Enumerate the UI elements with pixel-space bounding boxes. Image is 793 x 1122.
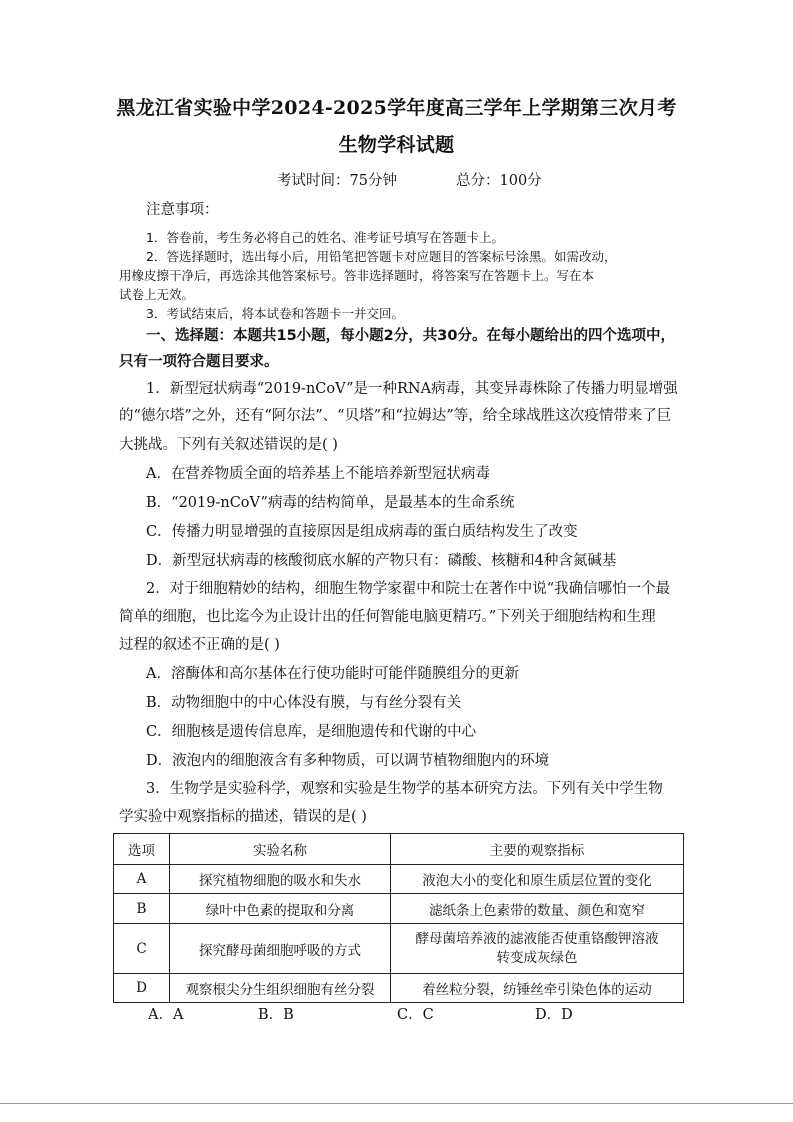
header-option: 选项 bbox=[114, 834, 170, 865]
total-score: 总分：100分 bbox=[456, 173, 542, 189]
note-item-3: 3．考试结束后，将本试卷和答题卡一并交回。 bbox=[146, 306, 404, 321]
q2-option-d: D．液泡内的细胞液含有多种物质，可以调节植物细胞内的环境 bbox=[146, 753, 550, 769]
q3-answer-b: B．B bbox=[258, 1007, 294, 1023]
q1-option-a: A．在营养物质全面的培养基上不能培养新型冠状病毒 bbox=[146, 466, 490, 482]
table-header-row bbox=[114, 834, 684, 865]
q3-stem-line1: 3．生物学是实验科学，观察和实验是生物学的基本研究方法。下列有关中学生物 bbox=[146, 781, 663, 797]
q1-stem-line1: 1．新型冠状病毒“2019-nCoV”是一种RNA病毒，其变异毒株除了传播力明显增强 bbox=[146, 381, 678, 397]
header-observation-index: 主要的观察指标 bbox=[391, 834, 684, 865]
row-option: A bbox=[114, 865, 170, 894]
q3-answer-c: C．C bbox=[397, 1007, 434, 1023]
q2-option-c: C．细胞核是遗传信息库，是细胞遗传和代谢的中心 bbox=[146, 724, 477, 740]
q3-answer-a: A．A bbox=[148, 1007, 184, 1023]
q3-stem-line2: 学实验中观察指标的描述，错误的是( ) bbox=[119, 809, 367, 825]
row-observation-index: 滤纸条上色素带的数量、颜色和宽窄 bbox=[391, 894, 684, 924]
note-item-2-line2: 用橡皮擦干净后，再选涂其他答案标号。答非选择题时，将答案写在答题卡上。写在本 bbox=[119, 268, 595, 283]
q2-option-a: A．溶酶体和高尔基体在行使功能时可能伴随膜组分的更新 bbox=[146, 666, 519, 682]
table-row bbox=[114, 974, 684, 1003]
q1-option-d: D．新型冠状病毒的核酸彻底水解的产物只有：磷酸、核糖和4种含氮碱基 bbox=[146, 553, 617, 569]
row-observation-index: 着丝粒分裂，纺锤丝牵引染色体的运动 bbox=[391, 974, 684, 1003]
row-experiment-name: 绿叶中色素的提取和分离 bbox=[170, 894, 391, 924]
row-experiment-name: 探究植物细胞的吸水和失水 bbox=[170, 865, 391, 894]
q2-option-b: B．动物细胞中的中心体没有膜，与有丝分裂有关 bbox=[146, 695, 462, 711]
notes-heading: 注意事项： bbox=[146, 202, 219, 218]
row-option: D bbox=[114, 974, 170, 1003]
q2-stem-line2: 简单的细胞，也比迄今为止设计出的任何智能电脑更精巧。”下列关于细胞结构和生理 bbox=[119, 609, 656, 625]
header-experiment-name: 实验名称 bbox=[170, 834, 391, 865]
q2-stem-line1: 2．对于细胞精妙的结构，细胞生物学家翟中和院士在著作中说“我确信哪怕一个最 bbox=[146, 581, 671, 597]
exam-title: 黑龙江省实验中学2024-2025学年度高三学年上学期第三次月考 bbox=[116, 97, 677, 119]
q1-stem-line2: 的“德尔塔”之外，还有“阿尔法”、“贝塔”和“拉姆达”等，给全球战胜这次疫情带来了巨 bbox=[119, 408, 672, 424]
row-option: C bbox=[114, 924, 170, 974]
q1-option-b: B．“2019-nCoV”病毒的结构简单，是最基本的生命系统 bbox=[146, 495, 515, 511]
page-bottom-divider bbox=[0, 1103, 793, 1104]
table-row bbox=[114, 865, 684, 894]
note-item-2-line3: 试卷上无效。 bbox=[119, 287, 195, 302]
row-option: B bbox=[114, 894, 170, 924]
table-row bbox=[114, 894, 684, 924]
q1-option-c: C．传播力明显增强的直接原因是组成病毒的蛋白质结构发生了改变 bbox=[146, 524, 578, 540]
row-experiment-name: 探究酵母菌细胞呼吸的方式 bbox=[170, 924, 391, 974]
q2-stem-line3: 过程的叙述不正确的是( ) bbox=[119, 637, 280, 653]
row-observation-index: 液泡大小的变化和原生质层位置的变化 bbox=[391, 865, 684, 894]
row-observation-index bbox=[391, 924, 684, 974]
exam-subject: 生物学科试题 bbox=[338, 134, 455, 156]
section-heading-line1: 一、选择题：本题共15小题，每小题2分，共30分。在每小题给出的四个选项中， bbox=[146, 328, 675, 344]
exam-time: 考试时间：75分钟 bbox=[277, 173, 397, 189]
q3-experiment-table bbox=[113, 833, 684, 1003]
q1-stem-line3: 大挑战。下列有关叙述错误的是( ) bbox=[119, 437, 338, 453]
note-item-1: 1．答卷前，考生务必将自己的姓名、准考证号填写在答题卡上。 bbox=[146, 230, 504, 245]
row-observation-index-line2: 转变成灰绿色 bbox=[496, 949, 578, 966]
table-row bbox=[114, 924, 684, 974]
section-heading-line2: 只有一项符合题目要求。 bbox=[119, 354, 279, 370]
note-item-2-line1: 2．答选择题时，选出每小后，用铅笔把答题卡对应题目的答案标号涂黑。如需改动， bbox=[146, 249, 617, 264]
q3-answer-d: D．D bbox=[535, 1007, 573, 1023]
row-observation-index-line1: 酵母菌培养液的滤液能否使重铬酸钾溶液 bbox=[415, 930, 659, 947]
row-experiment-name: 观察根尖分生组织细胞有丝分裂 bbox=[170, 974, 391, 1003]
